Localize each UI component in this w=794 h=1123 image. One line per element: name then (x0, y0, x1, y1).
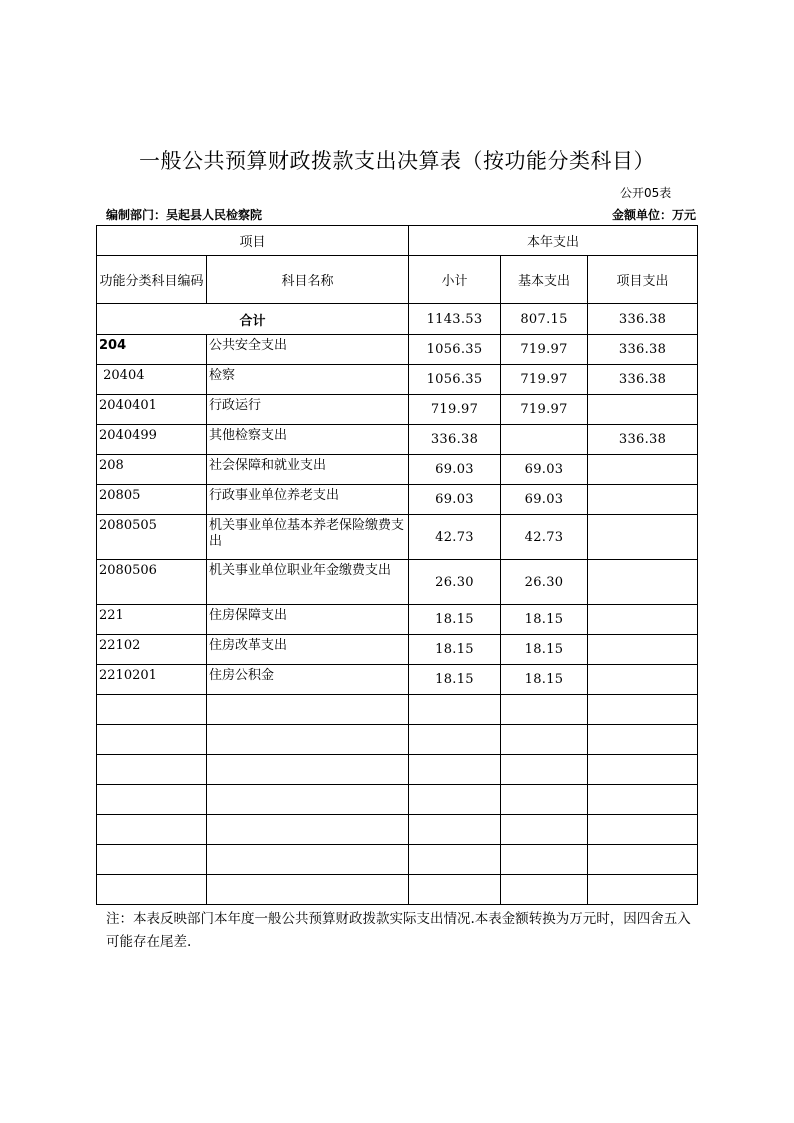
empty-cell (97, 695, 207, 725)
row-project (588, 515, 698, 560)
form-number: 公开05表 (620, 186, 672, 200)
empty-cell (207, 725, 409, 755)
row-project (588, 395, 698, 425)
row-project (588, 560, 698, 605)
row-subtotal: 69.03 (409, 455, 501, 485)
empty-cell (501, 785, 588, 815)
row-basic: 18.15 (501, 665, 588, 695)
empty-cell (588, 695, 698, 725)
page-title: 一般公共预算财政拨款支出决算表（按功能分类科目） (139, 149, 655, 173)
header-current-year: 本年支出 (409, 226, 698, 256)
empty-cell (207, 875, 409, 905)
empty-cell (588, 785, 698, 815)
table-row (97, 515, 698, 560)
header-basic: 基本支出 (501, 256, 588, 304)
table-row (97, 335, 698, 365)
row-code: 2210201 (97, 665, 207, 695)
row-basic: 719.97 (501, 365, 588, 395)
row-project (588, 455, 698, 485)
row-name: 行政运行 (207, 395, 409, 425)
empty-cell (207, 815, 409, 845)
row-name: 行政事业单位养老支出 (207, 485, 409, 515)
empty-cell (501, 845, 588, 875)
empty-row (97, 755, 698, 785)
empty-cell (501, 695, 588, 725)
empty-cell (588, 815, 698, 845)
table-row (97, 665, 698, 695)
empty-cell (501, 875, 588, 905)
row-name: 住房改革支出 (207, 635, 409, 665)
unit-label: 金额单位：万元 (611, 208, 696, 222)
header-item: 项目 (97, 226, 409, 256)
table-row (97, 635, 698, 665)
row-name: 公共安全支出 (207, 335, 409, 365)
row-basic: 719.97 (501, 335, 588, 365)
row-project: 336.38 (588, 365, 698, 395)
table-body (97, 335, 698, 905)
row-project (588, 665, 698, 695)
table-row (97, 560, 698, 605)
empty-cell (501, 755, 588, 785)
row-code: 221 (97, 605, 207, 635)
row-code: 2080506 (97, 560, 207, 605)
empty-cell (501, 725, 588, 755)
row-subtotal: 42.73 (409, 515, 501, 560)
empty-cell (409, 695, 501, 725)
header-row-1 (97, 226, 698, 256)
empty-cell (409, 755, 501, 785)
empty-cell (97, 875, 207, 905)
table-row (97, 425, 698, 455)
empty-row (97, 725, 698, 755)
row-basic (501, 425, 588, 455)
empty-cell (207, 755, 409, 785)
empty-cell (97, 755, 207, 785)
empty-cell (409, 725, 501, 755)
row-subtotal: 18.15 (409, 635, 501, 665)
row-basic: 69.03 (501, 485, 588, 515)
empty-cell (409, 815, 501, 845)
row-code: 20404 (97, 365, 207, 395)
row-subtotal: 1056.35 (409, 365, 501, 395)
row-name: 机关事业单位职业年金缴费支出 (207, 560, 409, 605)
footnote: 注：本表反映部门本年度一般公共预算财政拨款实际支出情况.本表金额转换为万元时，因四舍五入可能存在尾差. (106, 911, 691, 950)
empty-cell (501, 815, 588, 845)
row-code: 204 (97, 335, 207, 365)
empty-cell (97, 785, 207, 815)
row-basic: 719.97 (501, 395, 588, 425)
row-code: 2080505 (97, 515, 207, 560)
header-code: 功能分类科目编码 (97, 256, 207, 304)
empty-cell (207, 695, 409, 725)
row-subtotal: 69.03 (409, 485, 501, 515)
table-row (97, 365, 698, 395)
row-name: 社会保障和就业支出 (207, 455, 409, 485)
table-row (97, 485, 698, 515)
row-project: 336.38 (588, 335, 698, 365)
row-name: 其他检察支出 (207, 425, 409, 455)
header-project: 项目支出 (588, 256, 698, 304)
row-subtotal: 18.15 (409, 665, 501, 695)
empty-row (97, 815, 698, 845)
row-name: 住房公积金 (207, 665, 409, 695)
empty-cell (207, 785, 409, 815)
table-row (97, 455, 698, 485)
department-label: 编制部门：吴起县人民检察院 (106, 208, 263, 222)
row-project (588, 635, 698, 665)
row-basic: 26.30 (501, 560, 588, 605)
row-basic: 18.15 (501, 635, 588, 665)
row-basic: 42.73 (501, 515, 588, 560)
row-project (588, 605, 698, 635)
total-row (97, 304, 698, 335)
row-subtotal: 26.30 (409, 560, 501, 605)
row-code: 2040401 (97, 395, 207, 425)
row-subtotal: 1056.35 (409, 335, 501, 365)
row-code: 20805 (97, 485, 207, 515)
empty-cell (97, 845, 207, 875)
total-project: 336.38 (588, 304, 698, 335)
row-code: 208 (97, 455, 207, 485)
empty-cell (588, 725, 698, 755)
empty-cell (409, 785, 501, 815)
row-subtotal: 719.97 (409, 395, 501, 425)
total-label: 合计 (97, 304, 409, 335)
empty-cell (588, 845, 698, 875)
row-subtotal: 18.15 (409, 605, 501, 635)
empty-cell (97, 725, 207, 755)
row-project (588, 485, 698, 515)
empty-cell (588, 755, 698, 785)
row-subtotal: 336.38 (409, 425, 501, 455)
empty-row (97, 845, 698, 875)
empty-row (97, 695, 698, 725)
row-code: 2040499 (97, 425, 207, 455)
header-subtotal: 小计 (409, 256, 501, 304)
header-row-2 (97, 256, 698, 304)
row-name: 机关事业单位基本养老保险缴费支出 (207, 515, 409, 560)
empty-cell (97, 815, 207, 845)
total-basic: 807.15 (501, 304, 588, 335)
header-name: 科目名称 (207, 256, 409, 304)
row-name: 住房保障支出 (207, 605, 409, 635)
row-code: 22102 (97, 635, 207, 665)
empty-row (97, 875, 698, 905)
empty-cell (409, 845, 501, 875)
expenditure-table (96, 225, 698, 905)
table-row (97, 395, 698, 425)
table-row (97, 605, 698, 635)
empty-cell (207, 845, 409, 875)
row-name: 检察 (207, 365, 409, 395)
empty-row (97, 785, 698, 815)
total-subtotal: 1143.53 (409, 304, 501, 335)
row-basic: 18.15 (501, 605, 588, 635)
empty-cell (409, 875, 501, 905)
row-basic: 69.03 (501, 455, 588, 485)
empty-cell (588, 875, 698, 905)
row-project: 336.38 (588, 425, 698, 455)
